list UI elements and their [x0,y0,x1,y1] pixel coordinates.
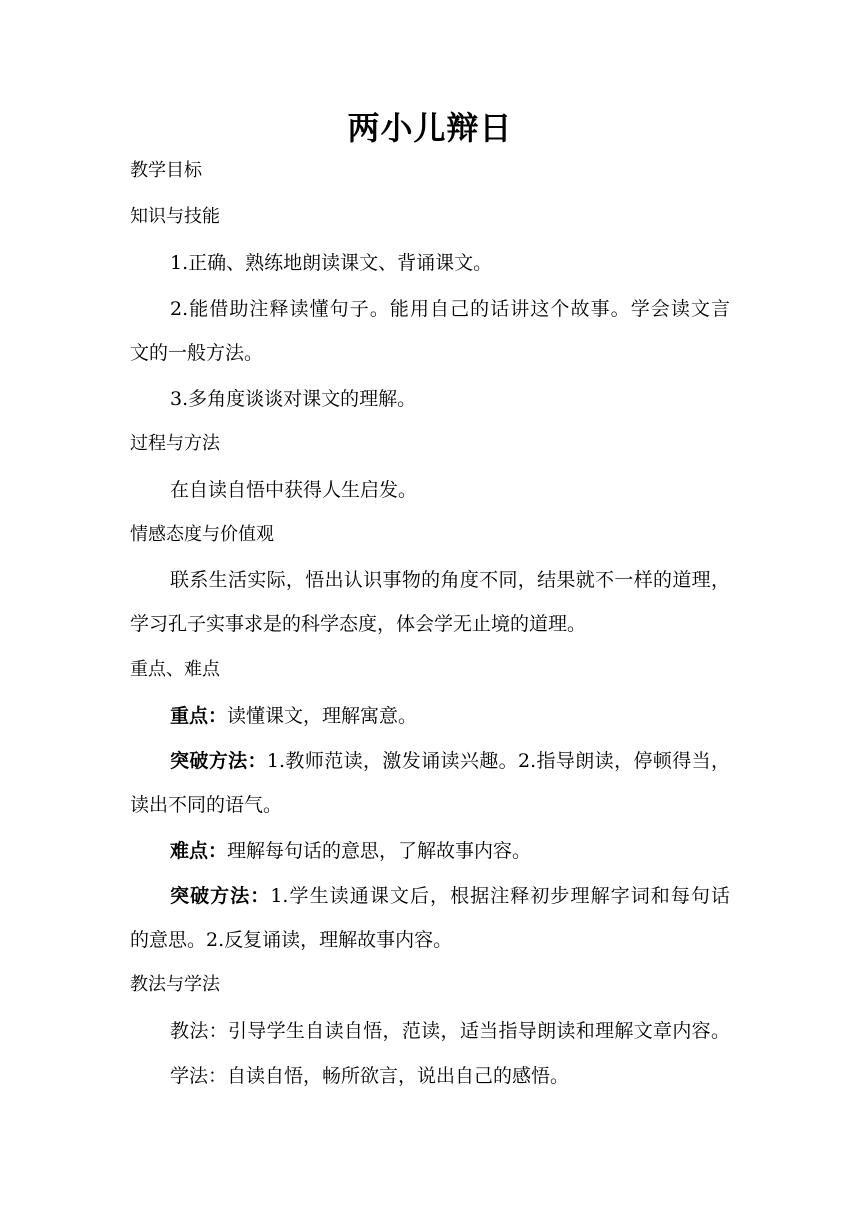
heading-key-difficult-points: 重点、难点 [130,659,220,680]
document-title: 两小儿辩日 [347,109,513,147]
learning-method-paragraph: 学法：自读自悟，畅所欲言，说出自己的感悟。 [170,1065,570,1087]
difficult-point-text: 理解每句话的意思，了解故事内容。 [227,840,532,862]
breakthrough-2-label: 突破方法： [170,885,271,907]
breakthrough-1-text: 1.教师范读，激发诵读兴趣。2.指导朗读，停顿得当， [266,750,730,772]
objective-item-2-line-1: 2.能借助注释读懂句子。能用自己的话讲这个故事。学会读文言 [170,298,730,320]
breakthrough-2-line-2: 的意思。2.反复诵读，理解故事内容。 [130,929,453,951]
emotion-paragraph-line-2: 学习孔子实事求是的科学态度，体会学无止境的道理。 [130,613,587,635]
breakthrough-1-line-2: 读出不同的语气。 [130,794,283,816]
key-point-label: 重点： [170,705,228,727]
process-paragraph: 在自读自悟中获得人生启发。 [170,479,418,501]
difficult-point-label: 难点： [170,840,228,862]
breakthrough-2-text: 1.学生读通课文后，根据注释初步理解字词和每句话 [270,885,730,907]
heading-emotion-values: 情感态度与价值观 [130,524,274,545]
objective-item-3: 3.多角度谈谈对课文的理解。 [170,388,417,410]
key-point-paragraph [170,703,730,729]
teaching-method-paragraph: 教法：引导学生自读自悟，范读，适当指导朗读和理解文章内容。 [170,1020,730,1042]
heading-teaching-learning-methods: 教法与学法 [130,974,220,995]
emotion-paragraph-line-1: 联系生活实际，悟出认识事物的角度不同，结果就不一样的道理， [170,569,730,591]
heading-knowledge-skills: 知识与技能 [130,206,220,227]
objective-item-1: 1.正确、熟练地朗读课文、背诵课文。 [170,252,493,274]
difficult-point-paragraph [170,838,730,864]
breakthrough-2-line-1 [170,883,730,909]
objective-item-2-line-2: 文的一般方法。 [130,342,264,364]
breakthrough-1-label: 突破方法： [170,750,267,772]
heading-objectives: 教学目标 [130,160,202,181]
key-point-text: 读懂课文，理解寓意。 [227,705,418,727]
heading-process-methods: 过程与方法 [130,433,220,454]
breakthrough-1-line-1 [170,748,730,774]
